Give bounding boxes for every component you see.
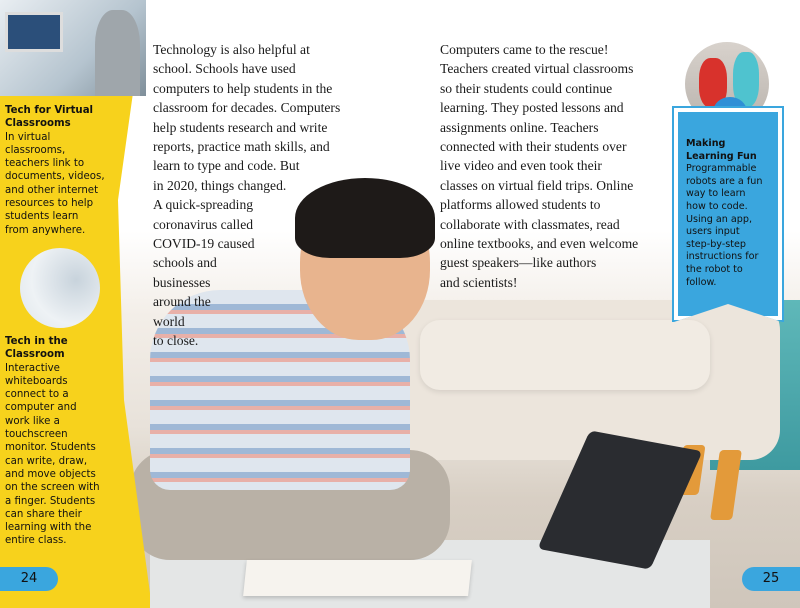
sidebar-text-line: entire class. [5,535,67,547]
callout-title: Making [686,138,726,149]
sidebar-text-line: whiteboards [5,375,68,387]
sidebar-text-line: learning with the [5,522,92,534]
callout-text-line: follow. [686,276,717,288]
sidebar-text-line: classrooms, [5,144,66,156]
sidebar-text-line: on the screen with [5,482,100,494]
sidebar-text-line: In virtual [5,131,51,143]
sidebar-text-line: and other internet [5,184,99,196]
sidebar-text-line: work like a [5,415,60,427]
sidebar-text-line: computer and [5,402,77,414]
sidebar-text-line: from anywhere. [5,224,86,236]
body-text-line: businesses [153,274,211,290]
sidebar-text-line: teachers link to [5,158,85,170]
body-text-line: so their students could continue [440,80,613,96]
callout-making-learning-fun [686,138,762,289]
callout-text-line: way to learn [686,188,746,200]
body-text-line: reports, practice math skills, and [153,139,330,155]
page-number-right: 25 [742,567,800,591]
sidebar-item-virtual-classrooms [5,104,105,237]
callout-text-line: Programmable [686,163,757,175]
body-text-line: collaborate with classmates, read [440,216,620,232]
body-text-line: guest speakers—like authors [440,255,597,271]
left-body-text [153,40,340,351]
body-text-line: coronavirus called [153,216,254,232]
body-text-line: learning. They posted lessons and [440,100,624,116]
body-text-line: around the [153,294,211,310]
body-text-line: assignments online. Teachers [440,119,599,135]
body-text-line: in 2020, things changed. [153,177,287,193]
body-text-line: world [153,313,185,329]
body-text-line: classroom for decades. Computers [153,100,341,116]
body-text-line: live video and even took their [440,158,602,174]
sidebar-title: Classrooms [5,118,71,130]
sidebar-text-line: Interactive [5,362,60,374]
photo-classroom-whiteboard [20,248,100,328]
sidebar-item-tech-in-classroom [5,335,100,548]
body-text-line: classes on virtual field trips. Online [440,177,634,193]
sidebar-text-line: can write, draw, [5,455,88,467]
sidebar-text-line: a finger. Students [5,495,96,507]
body-text-line: learn to type and code. But [153,158,300,174]
body-text-line: connected with their students over [440,139,627,155]
sidebar-text-line: monitor. Students [5,442,96,454]
callout-text-line: how to code. [686,200,748,212]
body-text-line: A quick-spreading [153,197,254,213]
right-body-text [440,40,638,292]
sidebar-title: Classroom [5,349,65,361]
body-text-line: Teachers created virtual classrooms [440,61,634,77]
body-text-line: Technology is also helpful at [153,42,310,57]
body-text-line: to close. [153,333,199,349]
sidebar-text-line: can share their [5,508,82,520]
body-text-line: and scientists! [440,274,518,290]
body-text-line: schools and [153,255,217,271]
sidebar-text-line: documents, videos, [5,171,105,183]
callout-text-line: the robot to [686,263,743,275]
body-text-line: online textbooks, and even welcome [440,236,639,252]
body-text-line: computers to help students in the [153,80,333,96]
callout-title: Learning Fun [686,150,757,162]
photo-virtual-classroom [0,0,146,96]
sidebar-text-line: touchscreen [5,429,68,441]
callout-text-line: users input [686,226,740,238]
sidebar-title: Tech for Virtual [5,105,94,116]
callout-text-line: instructions for [686,251,759,263]
sidebar-text-line: students learn [5,211,79,223]
couch-cushion [420,320,710,390]
body-text-line: help students research and write [153,119,328,135]
body-text-line: school. Schools have used [153,61,296,77]
callout-text-line: step-by-step [686,238,747,250]
page-number-left: 24 [0,567,58,591]
sidebar-text-line: resources to help [5,198,94,210]
callout-text-line: Using an app, [686,213,753,225]
callout-text-line: robots are a fun [686,175,763,187]
sidebar-title: Tech in the [5,336,68,347]
body-text-line: COVID-19 caused [153,236,255,252]
sidebar-text-line: connect to a [5,389,69,401]
sidebar-text-line: and move objects [5,468,96,480]
notebook [243,560,472,596]
body-text-line: platforms allowed students to [440,197,601,213]
body-text-line: Computers came to the rescue! [440,42,609,57]
